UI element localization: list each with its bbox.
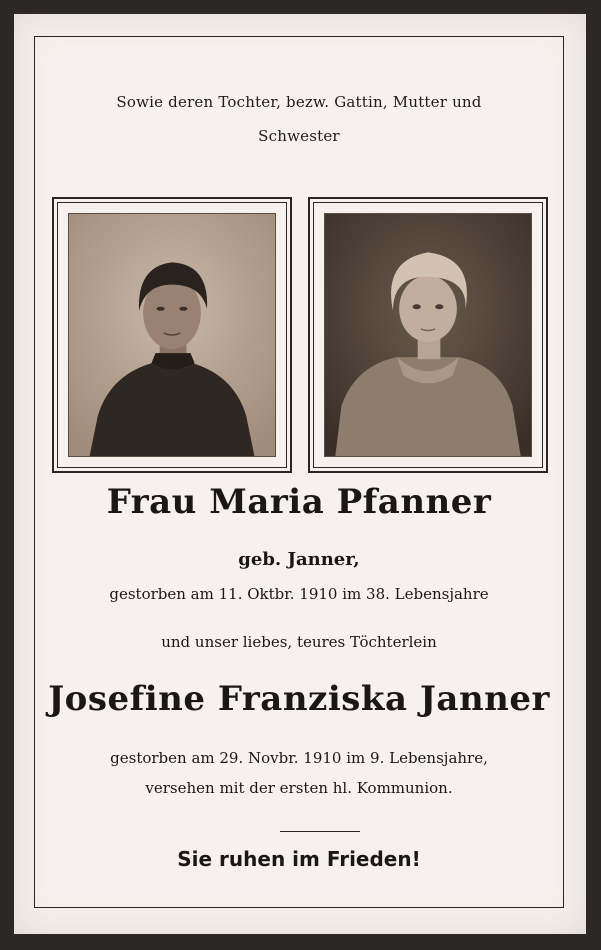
woman-portrait-photo [68, 213, 276, 457]
intro-line-2: Schwester [258, 127, 340, 145]
connector-text: und unser liebes, teures Töchterlein [161, 633, 437, 651]
deceased-2-communion-note: versehen mit der ersten hl. Kommunion. [145, 779, 453, 797]
deceased-1-name: Frau Maria Pfanner [106, 482, 492, 522]
child-portrait-photo [324, 213, 532, 457]
memorial-card [14, 14, 586, 934]
deceased-2-death-info: gestorben am 29. Novbr. 1910 im 9. Lebensjahre, [110, 749, 488, 767]
card-border-frame [34, 36, 564, 908]
closing-phrase: Sie ruhen im Frieden! [177, 847, 421, 871]
deceased-2-name: Josefine Franziska Janner [48, 679, 550, 719]
photo-frame-right [308, 197, 548, 473]
photo-frame-left [52, 197, 292, 473]
divider-rule [280, 831, 360, 832]
deceased-1-death-info: gestorben am 11. Oktbr. 1910 im 38. Lebensjahre [109, 585, 489, 603]
deceased-1-birth-name: geb. Janner, [238, 549, 360, 570]
intro-line-1: Sowie deren Tochter, bezw. Gattin, Mutter und [116, 93, 482, 111]
